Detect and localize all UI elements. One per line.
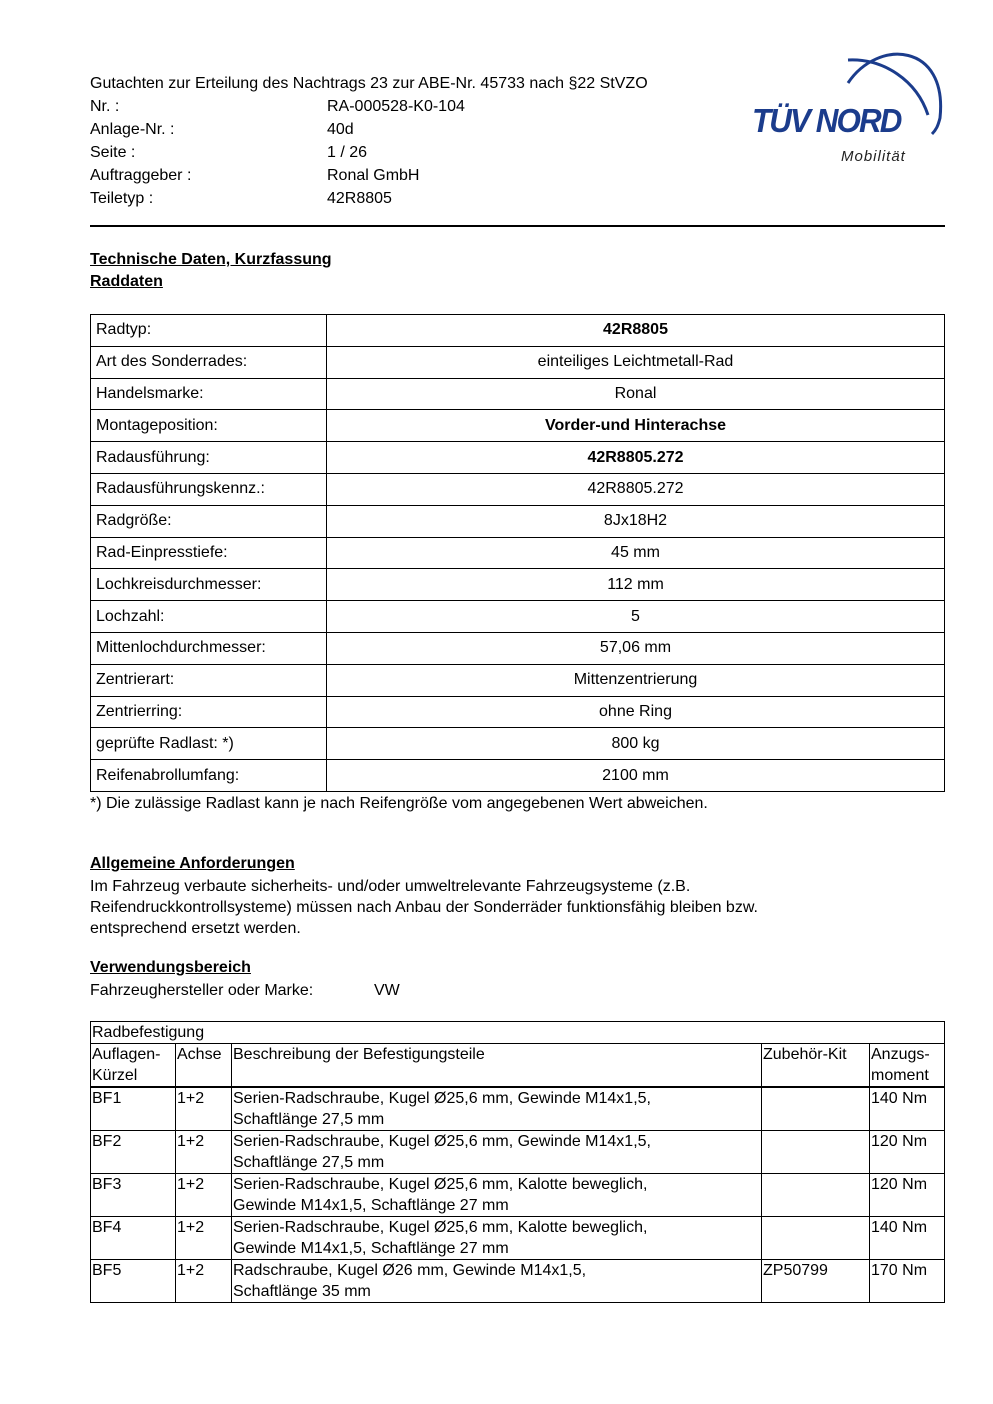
text-line: entsprechend ersetzt werden. [90,920,301,937]
header-field [90,118,648,141]
table-cell: BF1 [91,1087,176,1131]
table-cell: 1+2 [176,1087,232,1131]
field-label: Radausführungskennz.: [91,473,327,505]
logo-subtitle: Mobilität [841,148,906,165]
column-header: Zubehör-Kit [762,1044,870,1088]
table-row [91,601,945,633]
field-label: Reifenabrollumfang: [91,760,327,792]
table-row [91,569,945,601]
table-cell: Serien-Radschraube, Kugel Ø25,6 mm, Gewinde M14x1,5, Schaftlänge 27,5 mm [232,1087,762,1131]
table-cell: ZP50799 [762,1260,870,1303]
field-label: Lochzahl: [91,601,327,633]
logo-text: TÜV NORD [752,102,901,139]
table-row [91,696,945,728]
header-field [90,164,648,187]
header-field-value: 1 / 26 [327,144,368,161]
table-header [91,1044,945,1088]
verwendung-label: Fahrzeughersteller oder Marke: [90,982,314,999]
field-label: Zentrierart: [91,664,327,696]
table-cell: BF2 [91,1131,176,1174]
field-label: Lochkreisdurchmesser: [91,569,327,601]
field-value: 42R8805.272 [327,442,945,474]
table-row [91,1131,945,1174]
column-header: Beschreibung der Befestigungsteile [232,1044,762,1088]
table-cell: 120 Nm [870,1131,945,1174]
section-title: Technische Daten, Kurzfassung [90,251,332,268]
table-row [91,378,945,410]
field-label: Rad-Einpresstiefe: [91,537,327,569]
table-row [91,315,945,347]
verwendung-row [90,980,400,1001]
field-label: geprüfte Radlast: *) [91,728,327,760]
field-value: 800 kg [327,728,945,760]
header-field-value: 40d [327,121,354,138]
header-field [90,141,648,164]
column-header: Anzugs- moment [870,1044,945,1088]
field-label: Radgröße: [91,505,327,537]
text-line: Im Fahrzeug verbaute sicherheits- und/oder umweltrelevante Fahrzeugsysteme (z.B. [90,878,691,895]
header-field-label: Teiletyp : [90,190,154,207]
header-field [90,187,648,210]
footnote: *) Die zulässige Radlast kann je nach Reifengröße vom angegebenen Wert abweichen. [90,795,708,812]
header-title: Gutachten zur Erteilung des Nachtrags 23 zur ABE-Nr. 45733 nach §22 StVZO [90,75,648,92]
table-cell: Serien-Radschraube, Kugel Ø25,6 mm, Gewinde M14x1,5, Schaftlänge 27,5 mm [232,1131,762,1174]
allgemein-text [90,876,758,939]
table-cell: BF4 [91,1217,176,1260]
tuv-nord-logo [748,48,948,173]
table-cell: 140 Nm [870,1087,945,1131]
table-cell: Serien-Radschraube, Kugel Ø25,6 mm, Kalotte beweglich, Gewinde M14x1,5, Schaftlänge 27 mm [232,1217,762,1260]
field-label: Zentrierring: [91,696,327,728]
text-line: Reifendruckkontrollsysteme) müssen nach Anbau der Sonderräder funktionsfähig bleiben bzw. [90,899,758,916]
table-row [91,632,945,664]
header-field-value: Ronal GmbH [327,167,420,184]
table-row [91,1260,945,1303]
field-value: 42R8805 [327,315,945,347]
field-value: 45 mm [327,537,945,569]
table-cell: BF5 [91,1260,176,1303]
radbefestigung-table [90,1021,945,1303]
table-cell [762,1217,870,1260]
column-header: Auflagen- Kürzel [91,1044,176,1088]
table-row [91,537,945,569]
field-value: 42R8805.272 [327,473,945,505]
field-value: 2100 mm [327,760,945,792]
table-cell: 170 Nm [870,1260,945,1303]
header-field-value: RA-000528-K0-104 [327,98,465,115]
table-cell: BF3 [91,1174,176,1217]
field-value: Vorder-und Hinterachse [327,410,945,442]
header-field-label: Anlage-Nr. : [90,121,175,138]
field-value: 5 [327,601,945,633]
header-field-label: Auftraggeber : [90,167,192,184]
table-row [91,473,945,505]
field-label: Radtyp: [91,315,327,347]
header-field-label: Nr. : [90,98,120,115]
field-value: Ronal [327,378,945,410]
allgemein-title: Allgemeine Anforderungen [90,855,295,872]
table-row [91,410,945,442]
table-row [91,760,945,792]
header-divider [90,225,945,227]
raddaten-table [90,314,945,792]
header-field [90,95,648,118]
table-cell: Serien-Radschraube, Kugel Ø25,6 mm, Kalotte beweglich, Gewinde M14x1,5, Schaftlänge 27 mm [232,1174,762,1217]
field-value: einteiliges Leichtmetall-Rad [327,346,945,378]
table-row [91,346,945,378]
header-field-value: 42R8805 [327,190,392,207]
table-row [91,505,945,537]
table-row [91,442,945,474]
field-value: 57,06 mm [327,632,945,664]
table-cell: Radschraube, Kugel Ø26 mm, Gewinde M14x1,5, Schaftlänge 35 mm [232,1260,762,1303]
table-cell [762,1087,870,1131]
table-cell [762,1131,870,1174]
table-cell: 1+2 [176,1217,232,1260]
table-row [91,1217,945,1260]
table-cell: 1+2 [176,1260,232,1303]
field-label: Montageposition: [91,410,327,442]
table-row [91,1174,945,1217]
header-field-label: Seite : [90,144,136,161]
field-value: ohne Ring [327,696,945,728]
field-label: Art des Sonderrades: [91,346,327,378]
table-title: Radbefestigung [91,1022,945,1044]
verwendung-value: VW [374,982,400,999]
field-label: Handelsmarke: [91,378,327,410]
field-value: 8Jx18H2 [327,505,945,537]
field-label: Radausführung: [91,442,327,474]
table-cell: 140 Nm [870,1217,945,1260]
column-header: Achse [176,1044,232,1088]
field-value: Mittenzentrierung [327,664,945,696]
document-header [90,72,648,210]
table-row [91,664,945,696]
table-cell: 120 Nm [870,1174,945,1217]
table-cell: 1+2 [176,1174,232,1217]
section-subtitle: Raddaten [90,273,163,290]
field-label: Mittenlochdurchmesser: [91,632,327,664]
verwendung-title: Verwendungsbereich [90,959,251,976]
field-value: 112 mm [327,569,945,601]
table-cell: 1+2 [176,1131,232,1174]
table-cell [762,1174,870,1217]
table-row [91,1087,945,1131]
table-row [91,728,945,760]
